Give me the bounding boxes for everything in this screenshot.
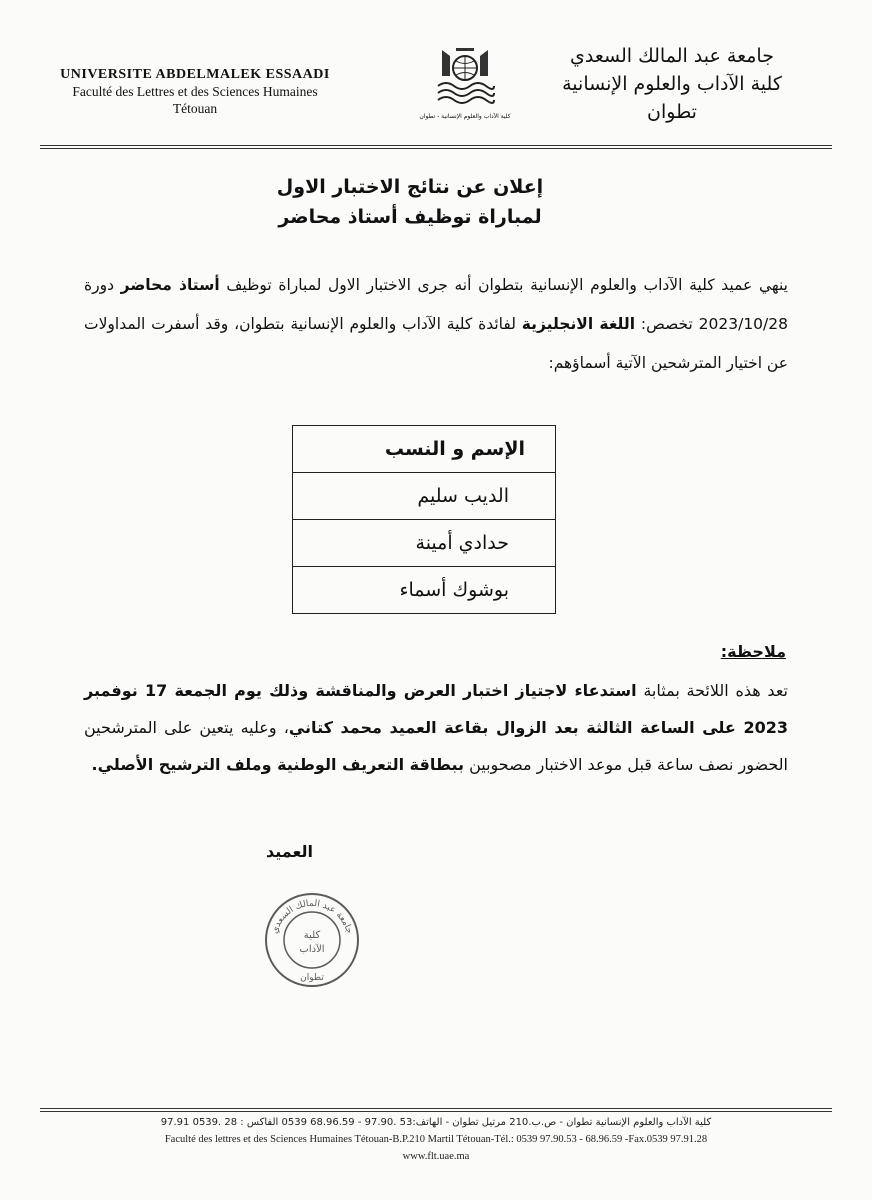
table-row: [293, 473, 556, 520]
logo-caption: كلية الآداب والعلوم الإنسانية - تطوان: [419, 113, 511, 120]
note-text-2: ، وعليه يتعين على المترشحين الحضور نصف ساعة قبل موعد الاختبار مصحوبين: [84, 718, 788, 774]
candidate-name: الديب سليم: [293, 473, 556, 520]
intro-text-1: ينهي عميد كلية الآداب والعلوم الإنسانية بتطوان أنه جرى الاختبار الاول لمباراة توظيف: [226, 276, 788, 294]
university-name-fr: UNIVERSITE ABDELMALEK ESSAADI: [60, 67, 330, 82]
note-paragraph: [84, 672, 788, 783]
header-divider-thin: [40, 148, 832, 149]
candidates-table: [292, 425, 556, 614]
intro-specialty: اللغة الانجليزية: [521, 315, 636, 333]
official-stamp: [262, 890, 362, 990]
candidate-name: بوشوك أسماء: [293, 567, 556, 614]
header-arabic: [542, 42, 802, 126]
university-name-ar: جامعة عبد المالك السعدي: [570, 45, 774, 67]
seal-center-1: كلية: [303, 930, 321, 941]
footer-address-fr: Faculté des lettres et des Sciences Humaines Tétouan-B.P.210 Martil Tétouan-Tél.: 0539 97.90.53 - 68.96.59 -Fax.0539 97.91.28: [164, 1134, 708, 1145]
table-row: [293, 567, 556, 614]
title-line-2: لمباراة توظيف أستاذ محاضر: [278, 206, 542, 228]
footer-divider: [40, 1108, 832, 1109]
logo-emblem-icon: [434, 46, 496, 112]
intro-text-2: دورة 2023/10/28 تخصص:: [84, 276, 788, 333]
footer-divider-thin: [40, 1111, 832, 1112]
note-documents: ببطاقة التعريف الوطنية وملف الترشيح الأصلي.: [91, 755, 464, 774]
faculty-name-fr: Faculté des Lettres et des Sciences Humaines: [72, 84, 318, 99]
faculty-name-ar: كلية الآداب والعلوم الإنسانية: [562, 73, 782, 95]
seal-center-2: الآداب: [299, 944, 325, 955]
seal-top-text: جامعة عبد المالك السعدي: [270, 898, 354, 935]
footer: [40, 1114, 832, 1165]
seal-bottom-text: تطوان: [300, 973, 324, 983]
intro-position: أستاذ محاضر: [120, 276, 220, 294]
footer-website: www.flt.uae.ma: [402, 1151, 470, 1162]
city-fr: Tétouan: [172, 101, 218, 116]
intro-paragraph: [84, 266, 788, 383]
intro-text-3: لفائدة كلية الآداب والعلوم الإنسانية بتطوان، وقد أسفرت المداولات عن اختيار المترشحين الآتية أسماؤهم:: [84, 315, 788, 372]
header-french: [30, 66, 360, 117]
title-line-1: إعلان عن نتائج الاختبار الاول: [276, 176, 544, 198]
header-divider: [40, 145, 832, 146]
note-heading: ملاحظة:: [720, 642, 786, 661]
city-ar: تطوان: [647, 101, 697, 123]
table-row: [293, 520, 556, 567]
dean-title: العميد: [266, 842, 314, 861]
footer-address-ar: كلية الآداب والعلوم الإنسانية تطوان - ص.ب.210 مرتيل تطوان - الهاتف:53 .97.90 - 68.96.59 0539 الفاكس : 28 .0539 97.91: [160, 1117, 712, 1128]
table-header-row: [293, 426, 556, 473]
candidate-name: حدادي أمينة: [293, 520, 556, 567]
note-convocation: استدعاء لاجتياز اختبار العرض والمناقشة وذلك يوم الجمعة 17 نوفمبر 2023 على الساعة الثالثة بعد الزوال بقاعة العميد محمد كتاني: [84, 681, 789, 737]
note-text-1: تعد هذه اللائحة بمثابة: [643, 681, 789, 700]
table-header-name: الإسم و النسب: [293, 426, 556, 473]
announcement-title: [150, 172, 670, 232]
faculty-logo: [415, 46, 515, 126]
